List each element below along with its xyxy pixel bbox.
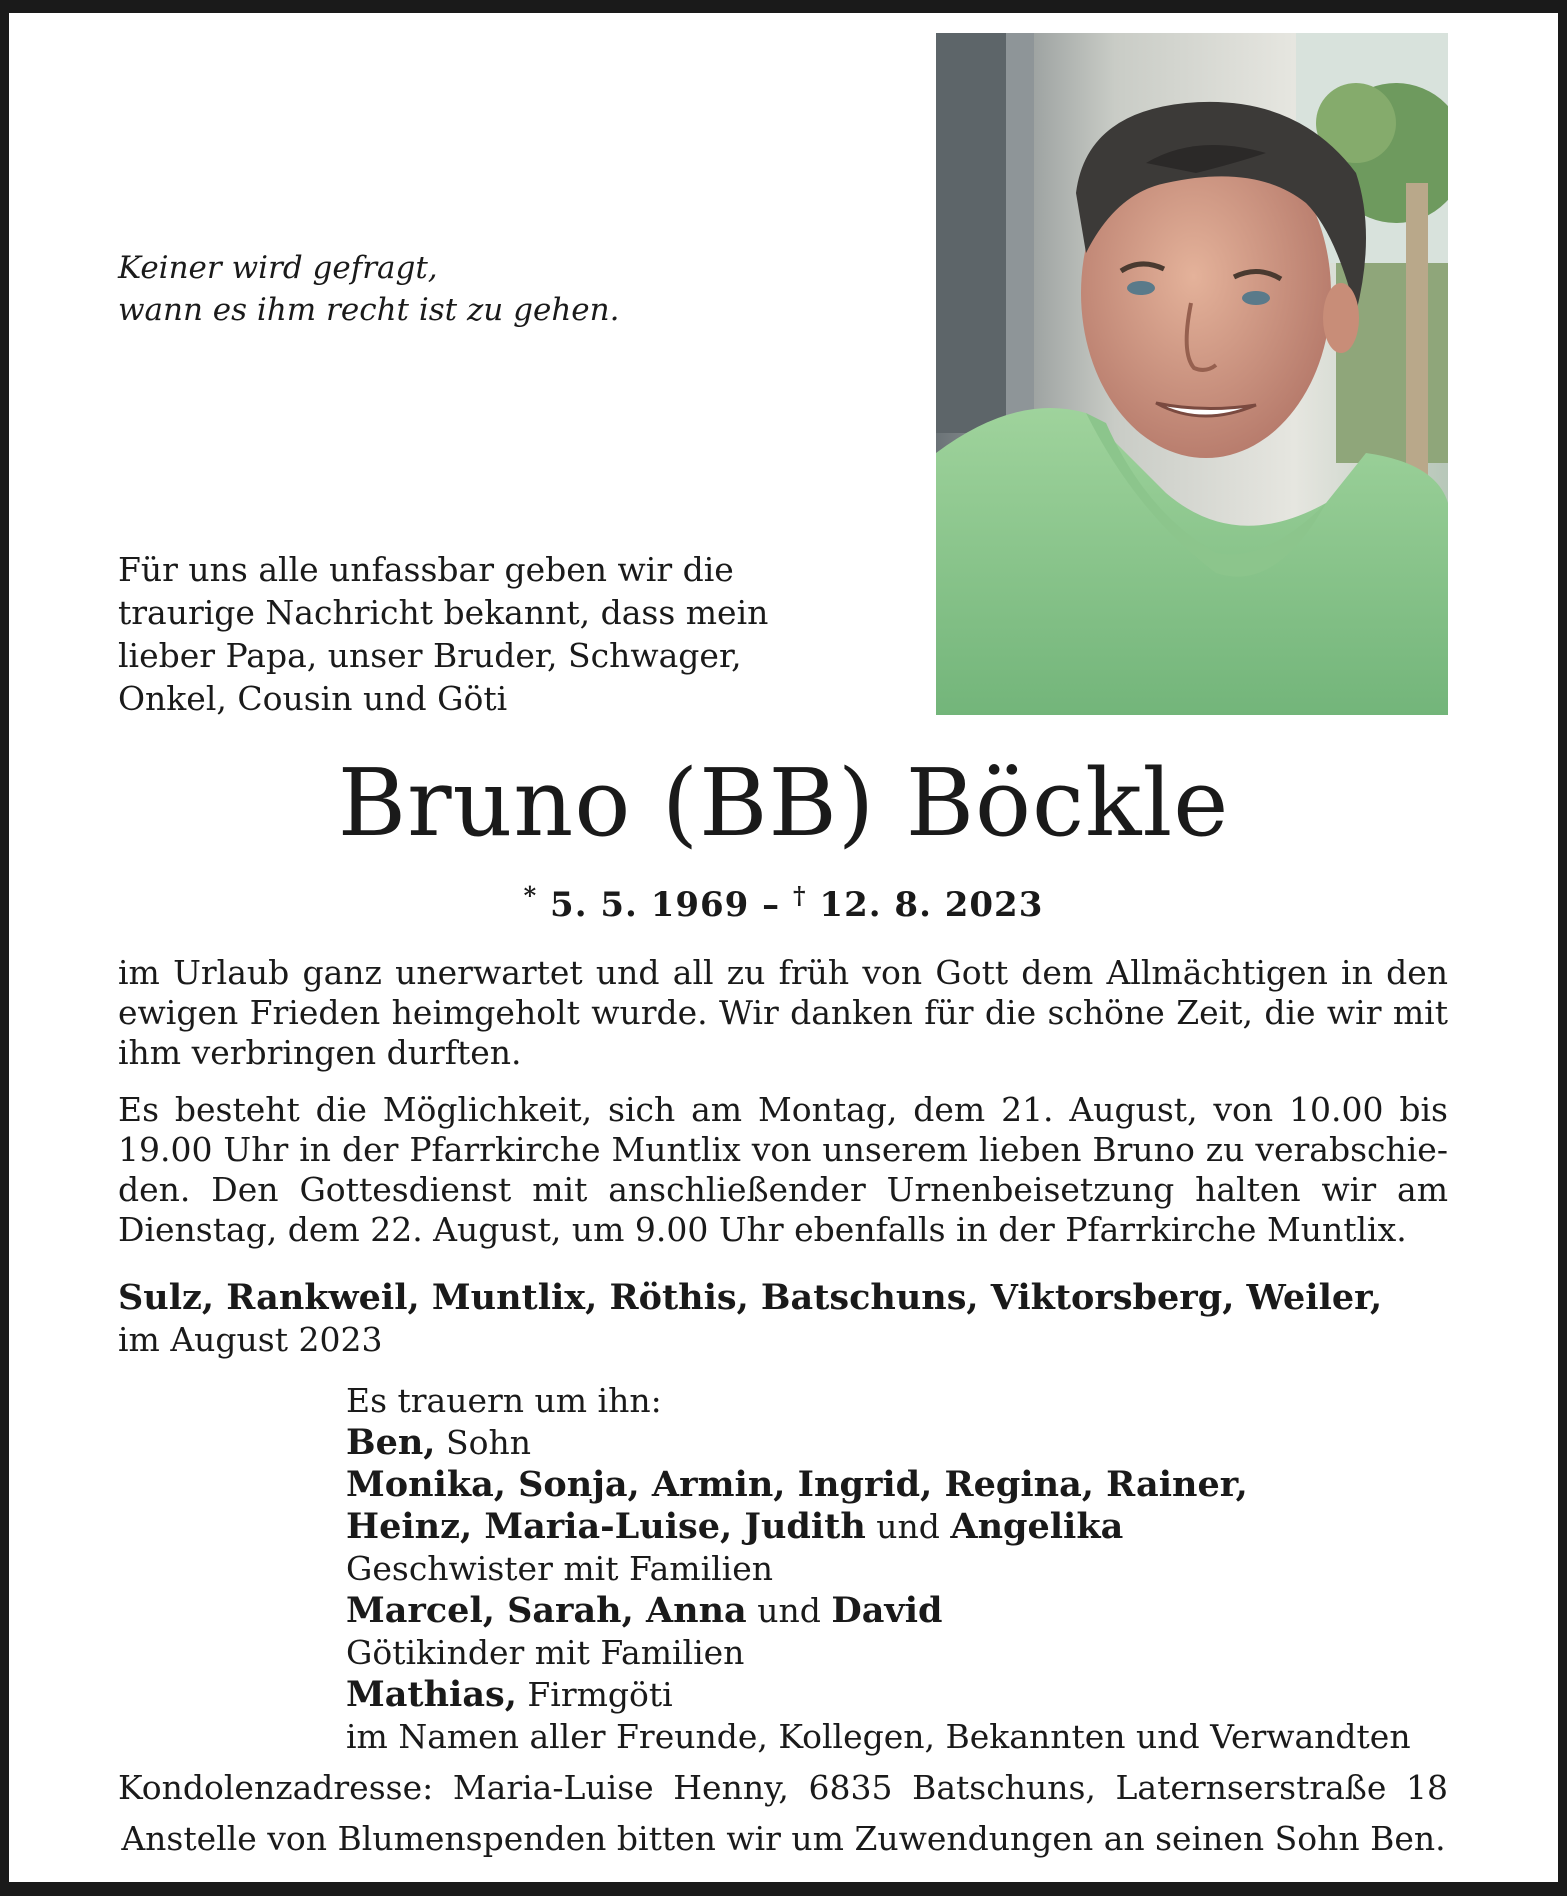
- godchildren-names: Marcel, Sarah, Anna: [346, 1590, 747, 1631]
- intro-text: [118, 548, 778, 720]
- son-name: Ben,: [346, 1422, 436, 1463]
- confirmation-role: Firmgöti: [527, 1675, 673, 1714]
- portrait-photo-icon: [936, 33, 1448, 715]
- siblings-line: [346, 1464, 1466, 1506]
- place-list: Sulz, Rankweil, Muntlix, Röthis, Batschuns, Viktorsberg, Weiler,: [118, 1277, 1383, 1318]
- godchildren-role: Götikinder mit Familien: [346, 1633, 745, 1672]
- farewell-paragraph: Es besteht die Möglichkeit, sich am Montag, dem 21. August, von 10.00 bis 19.00 Uhr in der Pfarrkirche Muntlix von unserem lieben Bruno zu verabschieden. Den Gottesdienst mit anschließender Urnenbeisetzung halten wir am Dienstag, dem 22. August, um 9.00 Uhr ebenfalls in der Pfarrkirche Muntlix.: [118, 1090, 1448, 1249]
- mourners-closing: im Namen aller Freunde, Kollegen, Bekannten und Verwandten: [346, 1717, 1411, 1756]
- siblings-names: Monika, Sonja, Armin, Ingrid, Regina, Rainer,: [346, 1464, 1248, 1505]
- date-separator: –: [762, 885, 781, 925]
- announcement-paragraph: im Urlaub ganz unerwartet und all zu früh von Gott dem Allmächtigen in den ewigen Frieden heimgeholt wurde. Wir danken für die schöne Zeit, die wir mit ihm verbringen durften.: [118, 953, 1448, 1072]
- siblings-names: Angelika: [950, 1506, 1124, 1547]
- confirmation-name: Mathias,: [346, 1674, 517, 1715]
- mourners-heading: Es trauern um ihn:: [346, 1381, 662, 1420]
- birth-symbol: *: [523, 881, 538, 910]
- life-dates: [0, 874, 1567, 927]
- godchildren-line: [346, 1590, 1466, 1632]
- quote-line: Keiner wird gefragt,: [118, 250, 438, 286]
- intro-line: Onkel, Cousin und Göti: [118, 679, 508, 718]
- conjunction: und: [757, 1591, 821, 1630]
- intro-line: Für uns alle unfassbar geben wir die: [118, 550, 734, 589]
- mourners-list: [346, 1380, 1466, 1758]
- portrait-photo: [936, 33, 1448, 715]
- son-role: Sohn: [445, 1423, 531, 1462]
- mourner-son: [346, 1422, 1466, 1464]
- confirmation-line: [346, 1674, 1466, 1716]
- intro-line: lieber Papa, unser Bruder, Schwager,: [118, 636, 742, 675]
- siblings-role: Geschwister mit Familien: [346, 1549, 774, 1588]
- condolence-address: Kondolenzadresse: Maria-Luise Henny, 6835 Batschuns, Laternserstraße 18: [118, 1768, 1448, 1807]
- siblings-names: Heinz, Maria-Luise, Judith: [346, 1506, 866, 1547]
- quote-line: wann es ihm recht ist zu gehen.: [118, 292, 620, 328]
- donation-note: Anstelle von Blumenspenden bitten wir um Zuwendungen an seinen Sohn Ben.: [121, 1819, 1446, 1858]
- intro-line: traurige Nachricht bekannt, dass mein: [118, 593, 769, 632]
- death-symbol: †: [793, 881, 807, 910]
- siblings-line: [346, 1506, 1466, 1548]
- deceased-name: Bruno (BB) Böckle: [337, 749, 1230, 857]
- birth-date: 5. 5. 1969: [550, 885, 750, 925]
- place-date: im August 2023: [118, 1320, 383, 1359]
- quote: [118, 247, 619, 331]
- godchildren-names: David: [831, 1590, 943, 1631]
- death-date: 12. 8. 2023: [819, 885, 1044, 925]
- conjunction: und: [876, 1507, 940, 1546]
